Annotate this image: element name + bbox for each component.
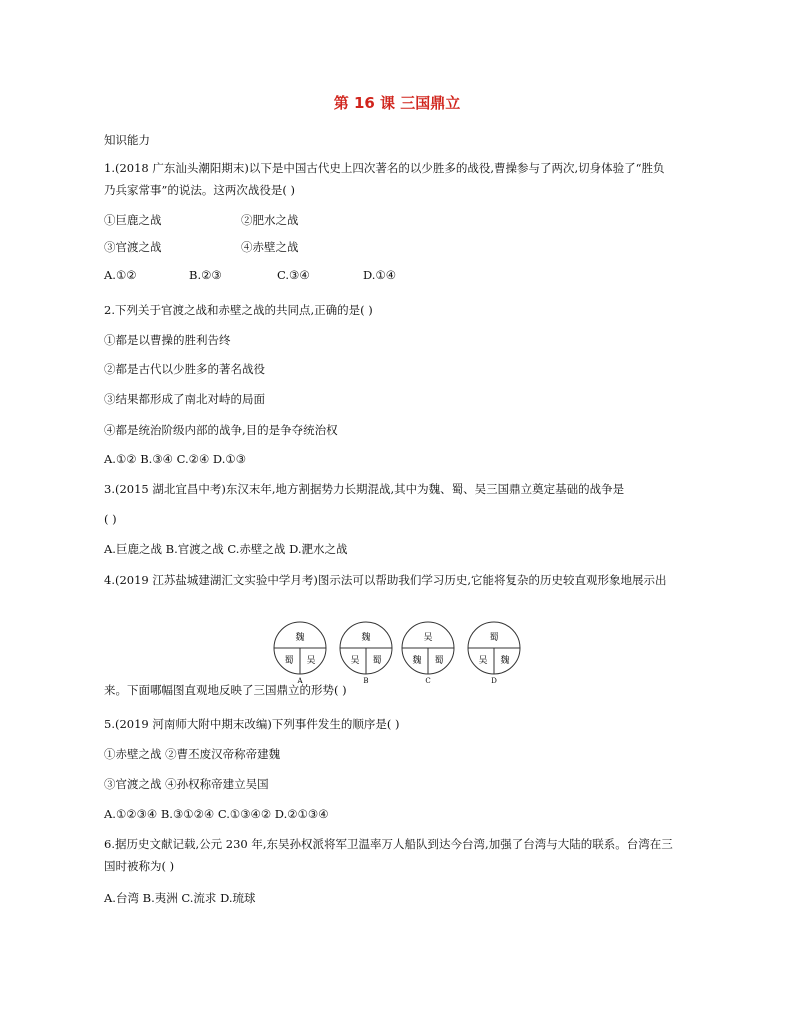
diagram-d-left: 吴 bbox=[478, 656, 488, 666]
q2-item-3: ③结果都形成了南北对峙的局面 bbox=[104, 392, 265, 406]
diagram-b-right: 蜀 bbox=[372, 656, 382, 666]
q5-stem: 5.(2019 河南师大附中期末改编)下列事件发生的顺序是( ) bbox=[104, 717, 400, 731]
q1-choice-a: A.①② bbox=[104, 268, 137, 282]
section-heading: 知识能力 bbox=[104, 133, 150, 147]
q1-choice-b: B.②③ bbox=[189, 268, 222, 282]
diagram-b-top: 魏 bbox=[361, 633, 371, 643]
diagram-c-left: 魏 bbox=[412, 656, 422, 666]
q2-choices: A.①② B.③④ C.②④ D.①③ bbox=[104, 452, 247, 466]
diagram-a-top: 魏 bbox=[295, 633, 305, 643]
q5-choices: A.①②③④ B.③①②④ C.①③④② D.②①③④ bbox=[104, 807, 329, 821]
q5-events-line2: ③官渡之战 ④孙权称帝建立吴国 bbox=[104, 777, 269, 791]
q2-item-4: ④都是统治阶级内部的战争,目的是争夺统治权 bbox=[104, 423, 338, 437]
diagram-c-right: 蜀 bbox=[434, 656, 444, 666]
q1-choice-c: C.③④ bbox=[277, 268, 310, 282]
q6-stem-line1: 6.据历史文献记载,公元 230 年,东吴孙权派将军卫温率万人船队到达今台湾,加强了台湾与大陆的联系。台湾在三 bbox=[104, 837, 673, 851]
q4-diagrams bbox=[270, 618, 530, 684]
q1-item-1: ①巨鹿之战 bbox=[104, 213, 162, 227]
diagram-a-left: 蜀 bbox=[284, 656, 294, 666]
diagram-d-letter: D bbox=[491, 677, 497, 684]
q2-item-2: ②都是古代以少胜多的著名战役 bbox=[104, 362, 265, 376]
q2-item-1: ①都是以曹操的胜利告终 bbox=[104, 333, 231, 347]
diagram-b-letter: B bbox=[363, 677, 369, 684]
diagram-d-top: 蜀 bbox=[489, 633, 499, 643]
q1-item-2: ②肥水之战 bbox=[241, 213, 299, 227]
diagram-c-top: 吴 bbox=[423, 633, 433, 643]
diagram-a bbox=[274, 622, 326, 684]
q1-stem-line2: 乃兵家常事”的说法。这两次战役是( ) bbox=[104, 183, 296, 197]
diagram-a-letter: A bbox=[297, 677, 303, 684]
q1-choice-d: D.①④ bbox=[363, 268, 397, 282]
q1-stem-line1: 1.(2018 广东汕头潮阳期末)以下是中国古代史上四次著名的以少胜多的战役,曹操参与了两次,切身体验了“胜负 bbox=[104, 161, 665, 175]
q6-stem-line2: 国时被称为( ) bbox=[104, 859, 175, 873]
q1-item-3: ③官渡之战 bbox=[104, 240, 162, 254]
diagram-d-right: 魏 bbox=[500, 656, 510, 666]
page-title: 第 16 课 三国鼎立 bbox=[333, 94, 461, 112]
diagram-b bbox=[340, 622, 392, 684]
q2-stem: 2.下列关于官渡之战和赤壁之战的共同点,正确的是( ) bbox=[104, 303, 373, 317]
q3-stem-line2: ( ) bbox=[104, 512, 117, 526]
diagram-b-left: 吴 bbox=[350, 656, 360, 666]
diagram-a-right: 吴 bbox=[306, 656, 316, 666]
q3-choices: A.巨鹿之战 B.官渡之战 C.赤壁之战 D.淝水之战 bbox=[104, 542, 348, 556]
q3-stem-line1: 3.(2015 湖北宜昌中考)东汉末年,地方割据势力长期混战,其中为魏、蜀、吴三国鼎立奠定基础的战争是 bbox=[104, 482, 625, 496]
diagram-d bbox=[468, 622, 520, 684]
q4-stem-line2: 来。下面哪幅图直观地反映了三国鼎立的形势( ) bbox=[104, 683, 347, 697]
q4-stem-line1: 4.(2019 江苏盐城建湖汇文实验中学月考)图示法可以帮助我们学习历史,它能将复杂的历史较直观形象地展示出 bbox=[104, 573, 667, 587]
diagram-c-letter: C bbox=[425, 677, 431, 684]
q6-choices: A.台湾 B.夷洲 C.流求 D.琉球 bbox=[104, 891, 256, 905]
diagram-c bbox=[402, 622, 454, 684]
q1-item-4: ④赤壁之战 bbox=[241, 240, 299, 254]
q5-events-line1: ①赤壁之战 ②曹丕废汉帝称帝建魏 bbox=[104, 747, 281, 761]
